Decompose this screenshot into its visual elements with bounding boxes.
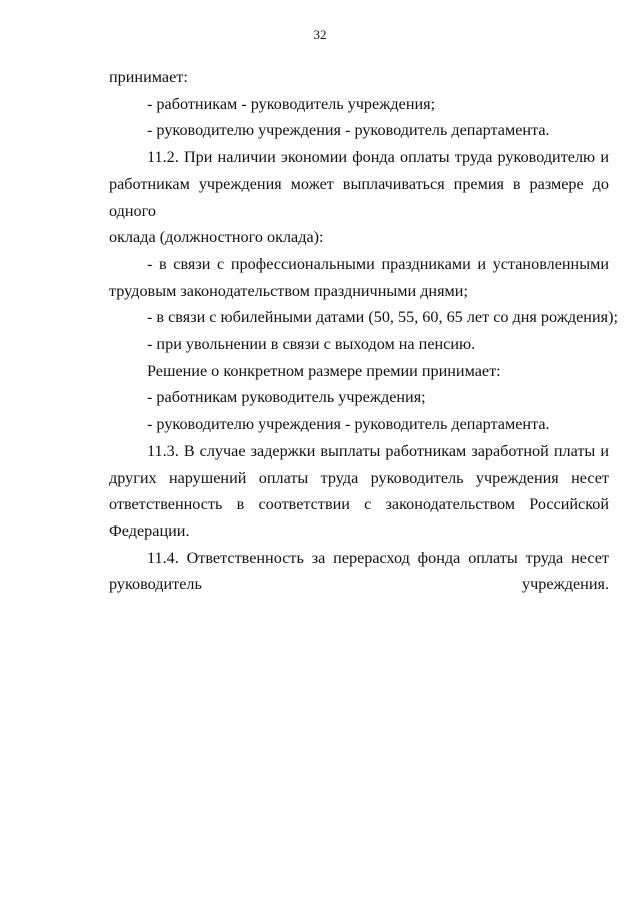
text-line: трудовым законодательством праздничными днями; bbox=[109, 281, 468, 300]
text-line: - работникам - руководитель учреждения; bbox=[147, 94, 436, 113]
text-line: 11.4. Ответственность за перерасход фонда оплаты труда несет bbox=[147, 548, 609, 567]
text-line: ответственность в соответствии с законодательством Российской Федерации. bbox=[109, 495, 609, 540]
text-line: принимает: bbox=[109, 68, 188, 86]
page-number: 32 bbox=[313, 27, 327, 42]
text-line: - руководителю учреждения - руководитель департамента. bbox=[147, 415, 550, 434]
text-line: других нарушений оплаты труда руководитель учреждения несет bbox=[109, 468, 609, 487]
text-line: Решение о конкретном размере премии принимает: bbox=[147, 361, 501, 380]
text-line: - работникам руководитель учреждения; bbox=[147, 388, 426, 407]
text-line: 11.2. При наличии экономии фонда оплаты труда руководителю и bbox=[147, 148, 609, 167]
text-line: руководитель учреждения. bbox=[109, 575, 609, 594]
text-line: - в связи с юбилейными датами (50, 55, 60, 65 лет со дня рождения); bbox=[147, 308, 618, 327]
text-line: 11.3. В случае задержки выплаты работникам заработной платы и bbox=[147, 441, 609, 460]
text-line: - в связи с профессиональными праздниками и установленными bbox=[147, 254, 609, 273]
text-line: работникам учреждения может выплачиваться премия в размере до одного bbox=[109, 174, 609, 220]
text-line: - при увольнении в связи с выходом на пенсию. bbox=[147, 335, 476, 354]
text-line: оклада (должностного оклада): bbox=[109, 228, 324, 247]
document-body bbox=[109, 64, 618, 598]
text-line: - руководителю учреждения - руководитель департамента. bbox=[147, 121, 550, 140]
